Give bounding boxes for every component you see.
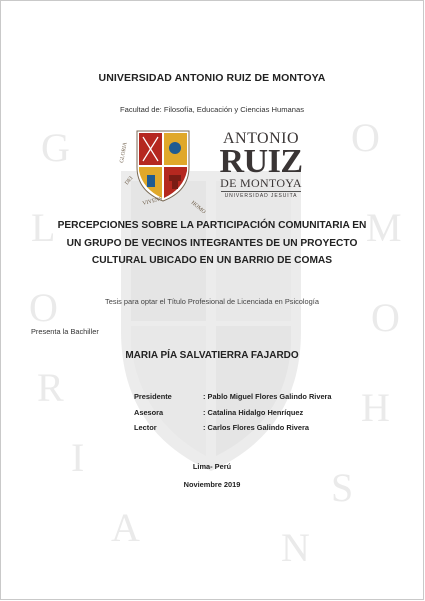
thesis-purpose: Tesis para optar el Título Profesional de Licenciada en Psicología — [105, 297, 319, 306]
svg-text:L: L — [31, 205, 56, 250]
svg-text:O: O — [29, 285, 58, 330]
svg-text:A: A — [111, 505, 140, 550]
logo-line-1: ANTONIO — [222, 130, 300, 147]
svg-text:M: M — [366, 205, 402, 250]
logo-line-3: DE MONTOYA — [220, 176, 302, 190]
svg-text:GLORIA: GLORIA — [119, 141, 129, 164]
thesis-title — [1, 217, 423, 270]
place: Lima- Perú — [192, 462, 232, 471]
university-name: UNIVERSIDAD ANTONIO RUIZ DE MONTOYA — [98, 72, 326, 84]
presenter-label: Presenta la Bachiller — [31, 327, 99, 336]
svg-text:HOMO: HOMO — [189, 199, 207, 216]
committee-name-advisor: : Catalina Hidalgo Henríquez — [203, 408, 304, 417]
svg-text:O: O — [351, 115, 380, 160]
thesis-title-line-3: CULTURAL UBICADO EN UN BARRIO DE COMAS — [91, 255, 333, 266]
faculty-name: Facultad de: Filosofía, Educación y Ciencias Humanas — [119, 105, 305, 114]
committee-role-reader: Lector — [134, 423, 157, 432]
svg-text:H: H — [361, 385, 390, 430]
svg-text:O: O — [371, 295, 400, 340]
committee-role-president: Presidente — [134, 392, 172, 401]
svg-text:S: S — [331, 465, 354, 510]
author-name: MARIA PÍA SALVATIERRA FAJARDO — [125, 350, 299, 361]
university-crest-icon — [117, 123, 209, 216]
svg-text:DEI: DEI — [123, 175, 135, 187]
university-logo-wordmark — [213, 131, 309, 200]
date: Noviembre 2019 — [183, 480, 241, 489]
logo-line-4: UNIVERSIDAD JESUITA — [221, 191, 301, 200]
committee-role-advisor: Asesora — [134, 408, 164, 417]
thesis-title-line-2: UN GRUPO DE VECINOS INTEGRANTES DE UN PROYECTO — [66, 237, 358, 249]
svg-text:G: G — [41, 125, 70, 170]
svg-text:N: N — [281, 525, 310, 570]
logo-line-2: RUIZ — [219, 143, 303, 180]
svg-text:R: R — [37, 365, 64, 410]
committee-name-reader: : Carlos Flores Galindo Rivera — [203, 423, 309, 432]
svg-text:I: I — [71, 435, 85, 480]
thesis-title-line-1: PERCEPCIONES SOBRE LA PARTICIPACIÓN COMUNITARIA EN — [57, 220, 367, 231]
svg-text:VIVENS: VIVENS — [141, 195, 164, 207]
committee-name-president: : Pablo Miguel Flores Galindo Rivera — [203, 392, 332, 401]
